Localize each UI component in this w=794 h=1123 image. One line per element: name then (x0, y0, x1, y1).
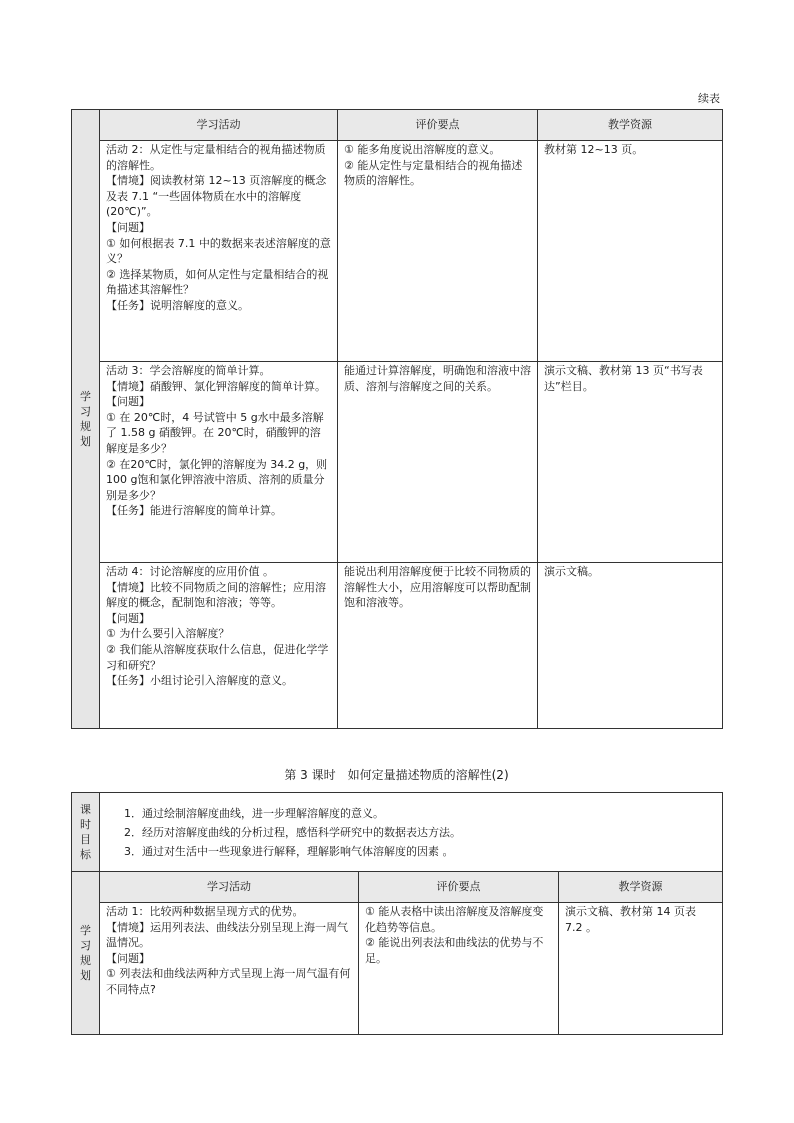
goal-item: 3．通过对生活中一些现象进行解释，理解影响气体溶解度的因素 。 (124, 844, 454, 858)
table-row (72, 563, 723, 729)
resources-line: 演示文稿。 (544, 565, 599, 578)
activity-cell (100, 563, 338, 729)
table-header-row (72, 872, 723, 903)
header-evaluation: 评价要点 (338, 110, 538, 141)
evaluation-line: 能说出利用溶解度便于比较不同物质的溶解性大小，应用溶解度可以帮助配制饱和溶液等。 (344, 565, 531, 610)
activity-line: 活动 4：讨论溶解度的应用价值 。 (106, 565, 274, 578)
lesson-table (71, 792, 723, 1035)
activity-line: 【问题】 (106, 220, 150, 234)
header-activity: 学习活动 (100, 110, 338, 141)
activity-line: 【情境】阅读教材第 12~13 页溶解度的概念及表 7.1 “一些固体物质在水中的溶解度(20℃)”。 (106, 174, 327, 219)
evaluation-line: ① 能多角度说出溶解度的意义。 (344, 143, 501, 156)
lesson-title: 第 3 课时 如何定量描述物质的溶解性(2) (284, 768, 509, 782)
table-row (72, 903, 723, 1035)
activity-cell (100, 141, 338, 362)
header-evaluation: 评价要点 (359, 872, 559, 903)
table-row (72, 362, 723, 563)
side-label: 学习规划 (80, 389, 91, 448)
evaluation-cell (338, 141, 538, 362)
evaluation-cell (359, 903, 559, 1035)
goal-item: 1．通过绘制溶解度曲线，进一步理解溶解度的意义。 (124, 806, 384, 820)
activity-line: 【情境】运用列表法、曲线法分别呈现上海一周气温情况。 (106, 920, 348, 950)
goals-row (72, 793, 723, 872)
activity-line: ① 为什么要引入溶解度？ (106, 627, 230, 641)
evaluation-line: 能通过计算溶解度，明确饱和溶液中溶质、溶剂与溶解度之间的关系。 (344, 364, 531, 393)
table-header-row (72, 110, 723, 141)
table-row (72, 141, 723, 362)
activity-line: 【任务】小组讨论引入溶解度的意义。 (106, 674, 293, 688)
resources-cell (538, 141, 723, 362)
side-label-cell (72, 872, 100, 1035)
side-label: 学习规划 (80, 923, 91, 982)
activity-line: ① 在 20℃时，4 号试管中 5 g水中最多溶解了 1.58 g 硝酸钾。在 20℃时，硝酸钾的溶解度是多少？ (106, 410, 324, 455)
evaluation-line: ① 能从表格中读出溶解度及溶解度变化趋势等信息。 (365, 905, 544, 934)
goals-label: 课时目标 (80, 802, 91, 861)
activity-line: 【任务】说明溶解度的意义。 (106, 298, 249, 312)
header-resources: 教学资源 (559, 872, 723, 903)
activity-line: 【情境】比较不同物质之间的溶解性；应用溶解度的概念，配制饱和溶液；等等。 (106, 580, 326, 610)
activity-line: 活动 1：比较两种数据呈现方式的优势。 (106, 905, 304, 918)
evaluation-line: ② 能说出列表法和曲线法的优势与不足。 (365, 936, 544, 965)
activity-line: ① 列表法和曲线法两种方式呈现上海一周气温有何不同特点? (106, 967, 351, 996)
goal-item: 2．经历对溶解度曲线的分析过程，感悟科学研究中的数据表达方法。 (124, 825, 461, 839)
activity-line: 活动 2：从定性与定量相结合的视角描述物质的溶解性。 (106, 143, 326, 172)
evaluation-cell (338, 563, 538, 729)
activity-line: 【任务】能进行溶解度的简单计算。 (106, 504, 282, 518)
evaluation-cell (338, 362, 538, 563)
header-activity: 学习活动 (100, 872, 359, 903)
activity-line: 【问题】 (106, 951, 150, 965)
activity-line: ② 选择某物质，如何从定性与定量相结合的视角描述其溶解性？ (106, 267, 329, 297)
activity-line: 【问题】 (106, 611, 150, 625)
activity-line: ② 我们能从溶解度获取什么信息，促进化学学习和研究？ (106, 642, 329, 672)
activity-line: 【问题】 (106, 395, 150, 409)
header-resources: 教学资源 (538, 110, 723, 141)
resources-cell (559, 903, 723, 1035)
resources-line: 演示文稿、教材第 14 页表 7.2 。 (565, 905, 696, 934)
activity-cell (100, 903, 359, 1035)
goals-cell (100, 793, 723, 872)
activity-line: 【情境】硝酸钾、氯化钾溶解度的简单计算。 (106, 379, 326, 393)
side-label-cell (72, 110, 100, 729)
learning-plan-table (71, 109, 723, 729)
resources-cell (538, 563, 723, 729)
resources-line: 演示文稿、教材第 13 页“书写表达”栏目。 (544, 364, 703, 393)
goals-label-cell (72, 793, 100, 872)
activity-line: ① 如何根据表 7.1 中的数据来表述溶解度的意义？ (106, 236, 331, 266)
activity-cell (100, 362, 338, 563)
resources-line: 教材第 12~13 页。 (544, 143, 644, 156)
evaluation-line: ② 能从定性与定量相结合的视角描述物质的溶解性。 (344, 158, 523, 188)
continued-label: 续表 (698, 92, 720, 105)
activity-line: 活动 3：学会溶解度的简单计算。 (106, 364, 271, 377)
activity-line: ② 在20℃时，氯化钾的溶解度为 34.2 g，则 100 g饱和氯化钾溶液中溶质、溶剂的质量分别是多少？ (106, 457, 328, 502)
resources-cell (538, 362, 723, 563)
